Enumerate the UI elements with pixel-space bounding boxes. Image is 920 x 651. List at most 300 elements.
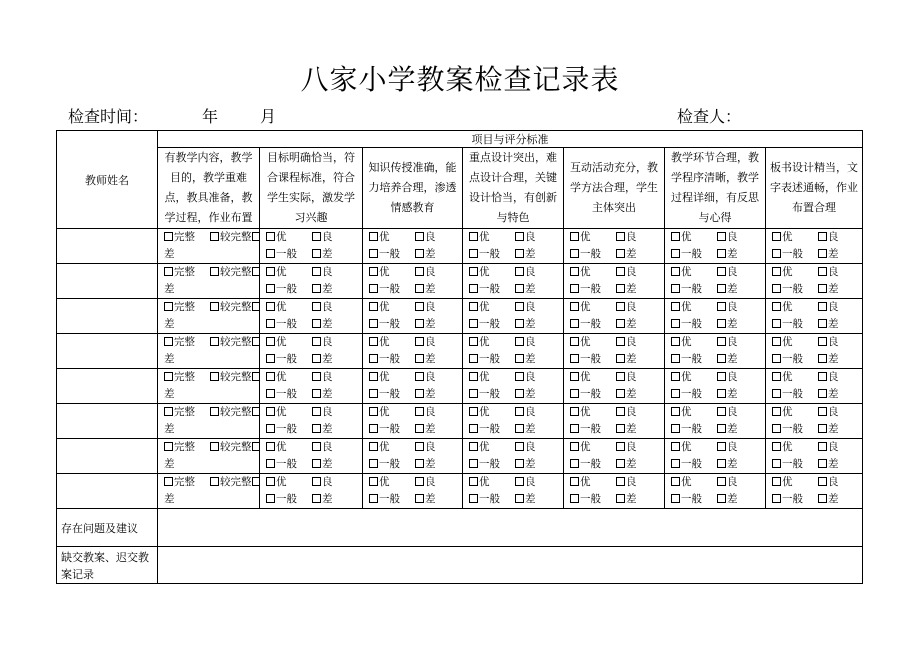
checkbox[interactable] xyxy=(616,232,625,241)
checkbox[interactable] xyxy=(312,232,321,241)
checkbox[interactable] xyxy=(369,337,378,346)
rating-cell xyxy=(363,404,463,439)
teacher-row xyxy=(57,334,863,369)
option-fair: 一般 xyxy=(479,248,500,260)
rating-cell xyxy=(665,404,766,439)
checkbox[interactable] xyxy=(469,249,478,258)
checkbox[interactable] xyxy=(570,442,579,451)
checkbox[interactable] xyxy=(312,337,321,346)
checkbox[interactable] xyxy=(616,389,625,398)
option-good: 良 xyxy=(626,371,637,383)
checkbox[interactable] xyxy=(266,424,275,433)
checkbox[interactable] xyxy=(717,284,726,293)
checkbox[interactable] xyxy=(818,319,827,328)
inspector-label: 检查人： xyxy=(677,107,742,126)
checkbox[interactable] xyxy=(252,267,260,276)
checkbox[interactable] xyxy=(570,389,579,398)
checkbox[interactable] xyxy=(671,424,680,433)
checkbox[interactable] xyxy=(818,459,827,468)
checkbox[interactable] xyxy=(570,267,579,276)
checkbox[interactable] xyxy=(312,477,321,486)
checkbox[interactable] xyxy=(369,477,378,486)
checkbox[interactable] xyxy=(616,267,625,276)
checkbox[interactable] xyxy=(616,337,625,346)
option-good: 良 xyxy=(322,231,333,243)
rating-cell xyxy=(463,439,564,474)
rating-cell xyxy=(363,439,463,474)
checkbox[interactable] xyxy=(671,442,680,451)
checkbox[interactable] xyxy=(469,459,478,468)
checkbox[interactable] xyxy=(671,494,680,503)
option-fairly-complete: 较完整 xyxy=(220,371,252,383)
checkbox[interactable] xyxy=(515,232,524,241)
checkbox[interactable] xyxy=(671,267,680,276)
option-fair: 一般 xyxy=(379,283,400,295)
checkbox[interactable] xyxy=(210,267,219,276)
option-excellent: 优 xyxy=(782,371,793,383)
checkbox[interactable] xyxy=(515,442,524,451)
option-excellent: 优 xyxy=(681,301,692,313)
option-poor: 差 xyxy=(626,458,637,470)
checkbox[interactable] xyxy=(266,494,275,503)
checkbox[interactable] xyxy=(717,232,726,241)
option-poor: 差 xyxy=(525,318,536,330)
checkbox[interactable] xyxy=(717,424,726,433)
checkbox[interactable] xyxy=(312,284,321,293)
checkbox[interactable] xyxy=(772,337,781,346)
checkbox[interactable] xyxy=(312,459,321,468)
checkbox[interactable] xyxy=(266,389,275,398)
teacher-row xyxy=(57,299,863,334)
option-poor: 差 xyxy=(626,248,637,260)
option-complete: 完整 xyxy=(174,441,195,453)
checkbox[interactable] xyxy=(312,424,321,433)
teacher-name-cell[interactable] xyxy=(57,229,158,264)
checkbox[interactable] xyxy=(252,337,260,346)
checkbox[interactable] xyxy=(312,442,321,451)
checkbox[interactable] xyxy=(469,267,478,276)
checkbox[interactable] xyxy=(312,407,321,416)
checkbox[interactable] xyxy=(312,354,321,363)
option-poor: 差 xyxy=(525,423,536,435)
checkbox[interactable] xyxy=(415,459,424,468)
checkbox[interactable] xyxy=(210,232,219,241)
checkbox[interactable] xyxy=(671,232,680,241)
checkbox[interactable] xyxy=(164,267,173,276)
checkbox[interactable] xyxy=(818,284,827,293)
option-poor: 差 xyxy=(727,423,738,435)
checkbox[interactable] xyxy=(369,354,378,363)
option-excellent: 优 xyxy=(580,231,591,243)
checkbox[interactable] xyxy=(570,372,579,381)
checkbox[interactable] xyxy=(671,389,680,398)
checkbox[interactable] xyxy=(717,477,726,486)
checkbox[interactable] xyxy=(818,372,827,381)
checkbox[interactable] xyxy=(818,424,827,433)
checkbox[interactable] xyxy=(164,407,173,416)
checkbox[interactable] xyxy=(415,494,424,503)
checkbox[interactable] xyxy=(469,302,478,311)
option-good: 良 xyxy=(322,336,333,348)
option-excellent: 优 xyxy=(379,336,390,348)
checkbox[interactable] xyxy=(515,284,524,293)
checkbox[interactable] xyxy=(570,354,579,363)
checkbox[interactable] xyxy=(469,337,478,346)
checkbox[interactable] xyxy=(818,267,827,276)
checkbox[interactable] xyxy=(415,319,424,328)
option-fair: 一般 xyxy=(379,318,400,330)
checkbox[interactable] xyxy=(312,372,321,381)
checkbox[interactable] xyxy=(818,389,827,398)
option-poor: 差 xyxy=(164,283,175,295)
teacher-name-cell[interactable] xyxy=(57,369,158,404)
checkbox[interactable] xyxy=(671,372,680,381)
teacher-row xyxy=(57,369,863,404)
checkbox[interactable] xyxy=(570,249,579,258)
option-fair: 一般 xyxy=(276,458,297,470)
missing-late-field[interactable] xyxy=(158,547,863,584)
completeness-cell xyxy=(158,299,260,334)
issues-field[interactable] xyxy=(158,509,863,547)
checkbox[interactable] xyxy=(469,284,478,293)
rating-cell xyxy=(463,334,564,369)
option-fair: 一般 xyxy=(681,353,702,365)
checkbox[interactable] xyxy=(515,389,524,398)
checkbox[interactable] xyxy=(671,284,680,293)
checkbox[interactable] xyxy=(369,442,378,451)
checkbox[interactable] xyxy=(570,477,579,486)
checkbox[interactable] xyxy=(266,407,275,416)
checkbox[interactable] xyxy=(369,424,378,433)
teacher-name-cell[interactable] xyxy=(57,334,158,369)
checkbox[interactable] xyxy=(570,284,579,293)
checkbox[interactable] xyxy=(369,319,378,328)
checkbox[interactable] xyxy=(469,232,478,241)
option-fair: 一般 xyxy=(276,318,297,330)
missing-late-label: 缺交教案、迟交教案记录 xyxy=(57,547,158,584)
checkbox[interactable] xyxy=(515,494,524,503)
checkbox[interactable] xyxy=(266,442,275,451)
checkbox[interactable] xyxy=(818,407,827,416)
checkbox[interactable] xyxy=(415,267,424,276)
checkbox[interactable] xyxy=(717,354,726,363)
checkbox[interactable] xyxy=(266,337,275,346)
option-fair: 一般 xyxy=(479,423,500,435)
teacher-name-cell[interactable] xyxy=(57,439,158,474)
checkbox[interactable] xyxy=(210,442,219,451)
checkbox[interactable] xyxy=(164,232,173,241)
checkbox[interactable] xyxy=(818,442,827,451)
option-excellent: 优 xyxy=(782,231,793,243)
checkbox[interactable] xyxy=(164,302,173,311)
checkbox[interactable] xyxy=(415,442,424,451)
option-excellent: 优 xyxy=(580,476,591,488)
teacher-name-cell[interactable] xyxy=(57,404,158,439)
checkbox[interactable] xyxy=(266,459,275,468)
checkbox[interactable] xyxy=(369,494,378,503)
checkbox[interactable] xyxy=(415,232,424,241)
checkbox[interactable] xyxy=(772,354,781,363)
checkbox[interactable] xyxy=(616,477,625,486)
checkbox[interactable] xyxy=(415,424,424,433)
criteria-group-header: 项目与评分标准 xyxy=(158,131,863,148)
checkbox[interactable] xyxy=(369,249,378,258)
checkbox[interactable] xyxy=(252,477,260,486)
option-poor: 差 xyxy=(727,353,738,365)
checkbox[interactable] xyxy=(210,337,219,346)
checkbox[interactable] xyxy=(717,372,726,381)
criteria-header-2: 目标明确恰当，符合课程标准，符合学生实际，激发学习兴趣 xyxy=(260,148,363,229)
completeness-cell xyxy=(158,264,260,299)
checkbox[interactable] xyxy=(266,284,275,293)
checkbox[interactable] xyxy=(415,337,424,346)
checkbox[interactable] xyxy=(772,442,781,451)
checkbox[interactable] xyxy=(772,407,781,416)
checkbox[interactable] xyxy=(415,372,424,381)
option-good: 良 xyxy=(727,336,738,348)
checkbox[interactable] xyxy=(616,407,625,416)
checkbox[interactable] xyxy=(469,389,478,398)
option-poor: 差 xyxy=(322,353,333,365)
checkbox[interactable] xyxy=(369,407,378,416)
checkbox[interactable] xyxy=(312,302,321,311)
checkbox[interactable] xyxy=(469,477,478,486)
checkbox[interactable] xyxy=(717,319,726,328)
checkbox[interactable] xyxy=(515,354,524,363)
checkbox[interactable] xyxy=(515,319,524,328)
checkbox[interactable] xyxy=(164,477,173,486)
checkbox[interactable] xyxy=(570,302,579,311)
checkbox[interactable] xyxy=(415,249,424,258)
checkbox[interactable] xyxy=(616,249,625,258)
checkbox[interactable] xyxy=(469,354,478,363)
option-good: 良 xyxy=(626,476,637,488)
checkbox[interactable] xyxy=(671,337,680,346)
checkbox[interactable] xyxy=(818,249,827,258)
rating-cell xyxy=(766,299,863,334)
rating-cell xyxy=(564,229,665,264)
checkbox[interactable] xyxy=(515,407,524,416)
checkbox[interactable] xyxy=(570,319,579,328)
checkbox[interactable] xyxy=(266,267,275,276)
checkbox[interactable] xyxy=(266,354,275,363)
checkbox[interactable] xyxy=(415,284,424,293)
checkbox[interactable] xyxy=(210,477,219,486)
checkbox[interactable] xyxy=(616,459,625,468)
checkbox[interactable] xyxy=(671,302,680,311)
rating-cell xyxy=(665,439,766,474)
checkbox[interactable] xyxy=(616,319,625,328)
checkbox[interactable] xyxy=(252,372,260,381)
option-excellent: 优 xyxy=(479,406,490,418)
checkbox[interactable] xyxy=(717,249,726,258)
option-fair: 一般 xyxy=(276,493,297,505)
option-good: 良 xyxy=(727,266,738,278)
checkbox[interactable] xyxy=(415,477,424,486)
checkbox[interactable] xyxy=(772,424,781,433)
checkbox[interactable] xyxy=(616,354,625,363)
checkbox[interactable] xyxy=(469,407,478,416)
checkbox[interactable] xyxy=(469,319,478,328)
checkbox[interactable] xyxy=(616,424,625,433)
checkbox[interactable] xyxy=(570,232,579,241)
checkbox[interactable] xyxy=(515,424,524,433)
checkbox[interactable] xyxy=(772,372,781,381)
checkbox[interactable] xyxy=(312,494,321,503)
checkbox[interactable] xyxy=(515,302,524,311)
checkbox[interactable] xyxy=(570,459,579,468)
checkbox[interactable] xyxy=(671,249,680,258)
option-good: 良 xyxy=(626,441,637,453)
checkbox[interactable] xyxy=(469,442,478,451)
checkbox[interactable] xyxy=(312,267,321,276)
checkbox[interactable] xyxy=(515,459,524,468)
option-excellent: 优 xyxy=(479,336,490,348)
option-excellent: 优 xyxy=(580,301,591,313)
checkbox[interactable] xyxy=(772,459,781,468)
rating-cell xyxy=(766,439,863,474)
checkbox[interactable] xyxy=(415,354,424,363)
checkbox[interactable] xyxy=(616,372,625,381)
checkbox[interactable] xyxy=(570,337,579,346)
checkbox[interactable] xyxy=(210,407,219,416)
checkbox[interactable] xyxy=(415,302,424,311)
checkbox[interactable] xyxy=(671,407,680,416)
option-good: 良 xyxy=(525,301,536,313)
checkbox[interactable] xyxy=(515,249,524,258)
checkbox[interactable] xyxy=(515,337,524,346)
checkbox[interactable] xyxy=(818,354,827,363)
checkbox[interactable] xyxy=(616,442,625,451)
checkbox[interactable] xyxy=(312,389,321,398)
checkbox[interactable] xyxy=(469,494,478,503)
checkbox[interactable] xyxy=(369,459,378,468)
checkbox[interactable] xyxy=(570,407,579,416)
checkbox[interactable] xyxy=(164,442,173,451)
option-excellent: 优 xyxy=(681,406,692,418)
teacher-name-cell[interactable] xyxy=(57,299,158,334)
checkbox[interactable] xyxy=(818,477,827,486)
checkbox[interactable] xyxy=(515,267,524,276)
checkbox[interactable] xyxy=(164,337,173,346)
checkbox[interactable] xyxy=(312,249,321,258)
checkbox[interactable] xyxy=(266,232,275,241)
checkbox[interactable] xyxy=(266,249,275,258)
checkbox[interactable] xyxy=(671,354,680,363)
checkbox[interactable] xyxy=(570,424,579,433)
checkbox[interactable] xyxy=(772,284,781,293)
option-good: 良 xyxy=(727,476,738,488)
checkbox[interactable] xyxy=(515,477,524,486)
checkbox[interactable] xyxy=(717,267,726,276)
checkbox[interactable] xyxy=(818,302,827,311)
checkbox[interactable] xyxy=(616,302,625,311)
option-excellent: 优 xyxy=(580,371,591,383)
checkbox[interactable] xyxy=(369,267,378,276)
checkbox[interactable] xyxy=(772,267,781,276)
checkbox[interactable] xyxy=(369,389,378,398)
checkbox[interactable] xyxy=(772,232,781,241)
checkbox[interactable] xyxy=(252,407,260,416)
checkbox[interactable] xyxy=(717,459,726,468)
option-poor: 差 xyxy=(322,318,333,330)
option-good: 良 xyxy=(525,441,536,453)
teacher-name-cell[interactable] xyxy=(57,264,158,299)
checkbox[interactable] xyxy=(818,494,827,503)
option-fair: 一般 xyxy=(379,248,400,260)
checkbox[interactable] xyxy=(818,337,827,346)
option-poor: 差 xyxy=(525,353,536,365)
checkbox[interactable] xyxy=(252,232,260,241)
checkbox[interactable] xyxy=(164,372,173,381)
rating-cell xyxy=(260,404,363,439)
option-good: 良 xyxy=(425,476,436,488)
option-excellent: 优 xyxy=(276,231,287,243)
checkbox[interactable] xyxy=(570,494,579,503)
option-fair: 一般 xyxy=(782,283,803,295)
checkbox[interactable] xyxy=(469,424,478,433)
rating-cell xyxy=(463,404,564,439)
checkbox[interactable] xyxy=(717,494,726,503)
checkbox[interactable] xyxy=(369,232,378,241)
checkbox[interactable] xyxy=(616,284,625,293)
checkbox[interactable] xyxy=(772,477,781,486)
checkbox[interactable] xyxy=(266,477,275,486)
checkbox[interactable] xyxy=(772,494,781,503)
checkbox[interactable] xyxy=(772,319,781,328)
checkbox[interactable] xyxy=(252,442,260,451)
teacher-name-cell[interactable] xyxy=(57,474,158,509)
option-fair: 一般 xyxy=(580,458,601,470)
checkbox[interactable] xyxy=(671,459,680,468)
checkbox[interactable] xyxy=(772,302,781,311)
checkbox[interactable] xyxy=(515,372,524,381)
checkbox[interactable] xyxy=(772,249,781,258)
checkbox[interactable] xyxy=(369,372,378,381)
checkbox[interactable] xyxy=(772,389,781,398)
checkbox[interactable] xyxy=(717,442,726,451)
checkbox[interactable] xyxy=(469,372,478,381)
checkbox[interactable] xyxy=(717,337,726,346)
checkbox[interactable] xyxy=(415,407,424,416)
option-poor: 差 xyxy=(626,353,637,365)
checkbox[interactable] xyxy=(818,232,827,241)
checkbox[interactable] xyxy=(415,389,424,398)
checkbox[interactable] xyxy=(717,302,726,311)
checkbox[interactable] xyxy=(252,302,260,311)
option-complete: 完整 xyxy=(174,371,195,383)
checkbox[interactable] xyxy=(266,372,275,381)
checkbox[interactable] xyxy=(717,389,726,398)
checkbox[interactable] xyxy=(369,284,378,293)
option-poor: 差 xyxy=(626,388,637,400)
option-excellent: 优 xyxy=(379,266,390,278)
checkbox[interactable] xyxy=(210,372,219,381)
checkbox[interactable] xyxy=(312,319,321,328)
checkbox[interactable] xyxy=(210,302,219,311)
rating-cell xyxy=(564,474,665,509)
checkbox[interactable] xyxy=(671,319,680,328)
checkbox[interactable] xyxy=(369,302,378,311)
checkbox[interactable] xyxy=(671,477,680,486)
checkbox[interactable] xyxy=(717,407,726,416)
checkbox[interactable] xyxy=(616,494,625,503)
rating-cell xyxy=(766,404,863,439)
month-label: 月 xyxy=(260,107,277,126)
option-excellent: 优 xyxy=(276,301,287,313)
checkbox[interactable] xyxy=(266,302,275,311)
checkbox[interactable] xyxy=(266,319,275,328)
